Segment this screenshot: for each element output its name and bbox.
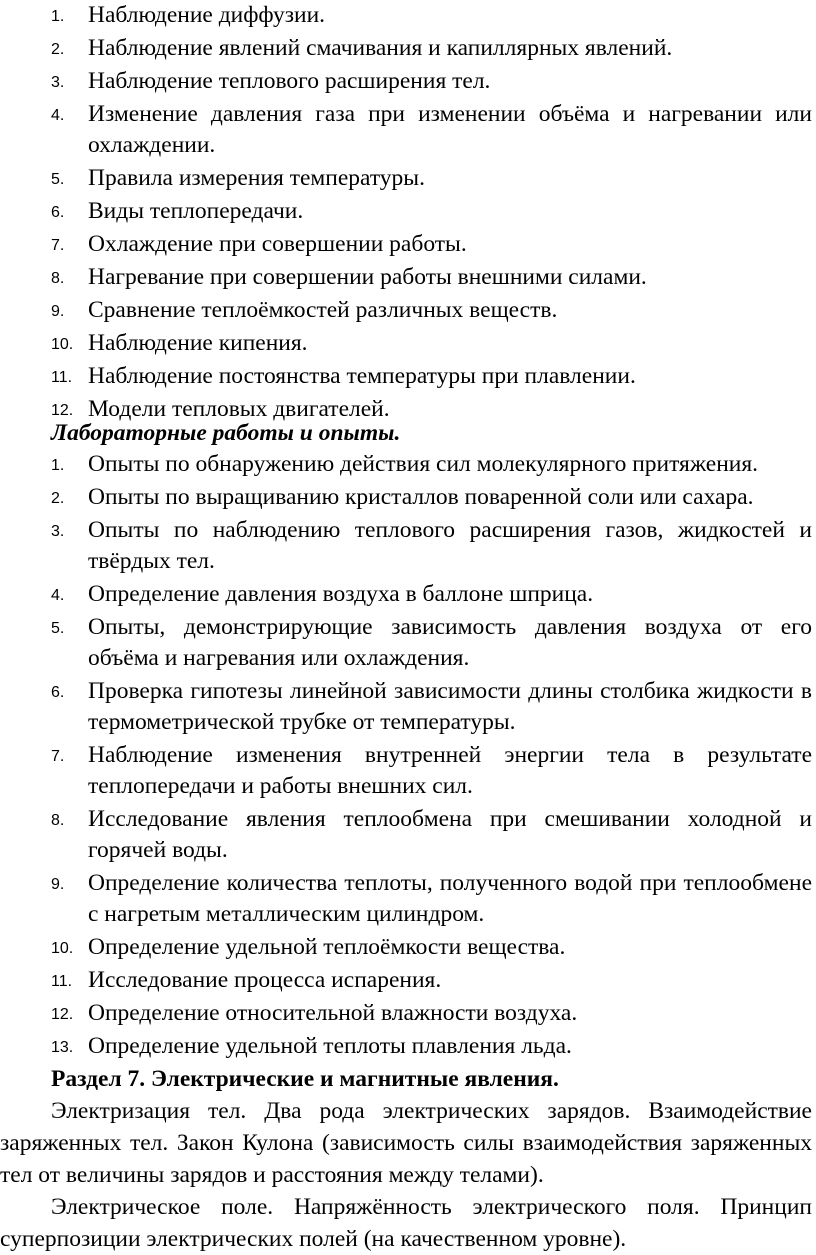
list-item-text: Виды теплопередачи.	[88, 198, 304, 224]
list-item-text: Наблюдение явлений смачивания и капиллярных явлений.	[88, 35, 673, 61]
list-item-text: Сравнение теплоёмкостей различных веществ.	[88, 297, 558, 323]
list-item-number: 6.	[51, 684, 65, 701]
list-item	[0, 998, 816, 1029]
list-item	[0, 328, 816, 359]
list-item-text: Опыты по обнаружению действия сил молекулярного притяжения.	[88, 451, 759, 477]
list-item-text: Наблюдение диффузии.	[88, 2, 326, 28]
list-item-number: 8.	[51, 270, 65, 287]
list-item-number: 5.	[51, 171, 65, 188]
list-item-number: 13.	[51, 1039, 74, 1056]
list-item-text: Наблюдение кипения.	[88, 330, 308, 356]
list-item	[0, 0, 816, 31]
list-item	[0, 868, 816, 930]
list-item-number: 2.	[51, 41, 65, 58]
paragraph-electrization: Электризация тел. Два рода электрических зарядов. Взаимодействие заряженных тел. Закон Кулона (зависимость силы взаимодействия заряженных тел от величины зарядов и расстояния между телами).	[0, 1098, 812, 1188]
list-item-text: Модели тепловых двигателей.	[88, 396, 390, 422]
demonstrations-list	[0, 0, 816, 427]
list-item-number: 3.	[51, 523, 65, 540]
list-item-text: Определение давления воздуха в баллоне шприца.	[88, 581, 594, 607]
list-item-number: 12.	[51, 1006, 74, 1023]
list-item-text: Определение удельной теплоёмкости вещества.	[88, 934, 566, 960]
list-item	[0, 676, 816, 738]
list-item	[0, 196, 816, 227]
paragraph-electric-field: Электрическое поле. Напряжённость электрического поля. Принцип суперпозиции электрических полей (на качественном уровне).	[0, 1194, 812, 1252]
list-item	[0, 361, 816, 392]
list-item-text: Проверка гипотезы линейной зависимости длины столбика жидкости в термометрической трубке от температуры.	[88, 678, 812, 735]
list-item-number: 6.	[51, 204, 65, 221]
list-item-number: 11.	[51, 973, 73, 990]
list-item-text: Изменение давления газа при изменении объёма и нагревании или охлаждении.	[88, 101, 812, 158]
list-item	[0, 515, 816, 577]
list-item-number: 12.	[51, 402, 74, 419]
list-item	[0, 932, 816, 963]
list-item-number: 5.	[51, 620, 65, 637]
list-item-number: 1.	[51, 8, 65, 25]
list-item-text: Исследование явления теплообмена при смешивании холодной и горячей воды.	[88, 806, 812, 863]
list-item	[0, 66, 816, 97]
list-item-text: Определение относительной влажности воздуха.	[88, 1000, 578, 1026]
list-item	[0, 262, 816, 293]
list-item	[0, 804, 816, 866]
list-item	[0, 449, 816, 480]
list-item	[0, 229, 816, 260]
list-item	[0, 163, 816, 194]
list-item-text: Наблюдение теплового расширения тел.	[88, 68, 491, 94]
list-item-text: Нагревание при совершении работы внешними силами.	[88, 264, 647, 290]
list-item-text: Опыты по выращиванию кристаллов поваренной соли или сахара.	[88, 484, 754, 510]
lab-heading: Лабораторные работы и опыты.	[51, 420, 401, 446]
list-item-number: 4.	[51, 587, 65, 604]
list-item	[0, 965, 816, 996]
list-item-text: Правила измерения температуры.	[88, 165, 425, 191]
list-item	[0, 579, 816, 610]
list-item-text: Определение удельной теплоты плавления льда.	[88, 1033, 572, 1059]
list-item-number: 7.	[51, 748, 65, 765]
list-item	[0, 295, 816, 326]
list-item	[0, 99, 816, 161]
list-item-number: 11.	[51, 369, 73, 386]
list-item-text: Опыты по наблюдению теплового расширения газов, жидкостей и твёрдых тел.	[88, 517, 812, 574]
list-item	[0, 33, 816, 64]
list-item-number: 4.	[51, 107, 65, 124]
list-item-text: Наблюдение изменения внутренней энергии тела в результате теплопередачи и работы внешних сил.	[88, 742, 812, 799]
list-item-number: 8.	[51, 812, 65, 829]
list-item	[0, 1031, 816, 1062]
list-item-number: 1.	[51, 457, 65, 474]
list-item-text: Охлаждение при совершении работы.	[88, 231, 467, 257]
list-item-number: 2.	[51, 490, 65, 507]
list-item-number: 9.	[51, 876, 65, 893]
section-heading: Раздел 7. Электрические и магнитные явления.	[51, 1066, 559, 1092]
list-item	[0, 612, 816, 674]
list-item-text: Определение количества теплоты, полученного водой при теплообмене с нагретым металлическим цилиндром.	[88, 870, 812, 927]
list-item-text: Опыты, демонстрирующие зависимость давления воздуха от его объёма и нагревания или охлаждения.	[88, 614, 812, 671]
lab-block	[0, 418, 816, 1255]
list-item-number: 3.	[51, 74, 65, 91]
list-item-number: 10.	[51, 940, 74, 957]
list-item-number: 7.	[51, 237, 65, 254]
list-item-number: 9.	[51, 303, 65, 320]
list-item	[0, 740, 816, 802]
list-item	[0, 482, 816, 513]
list-item-number: 10.	[51, 336, 74, 353]
list-item-text: Наблюдение постоянства температуры при плавлении.	[88, 363, 636, 389]
labs-list	[0, 449, 816, 1062]
list-item-text: Исследование процесса испарения.	[88, 967, 442, 993]
